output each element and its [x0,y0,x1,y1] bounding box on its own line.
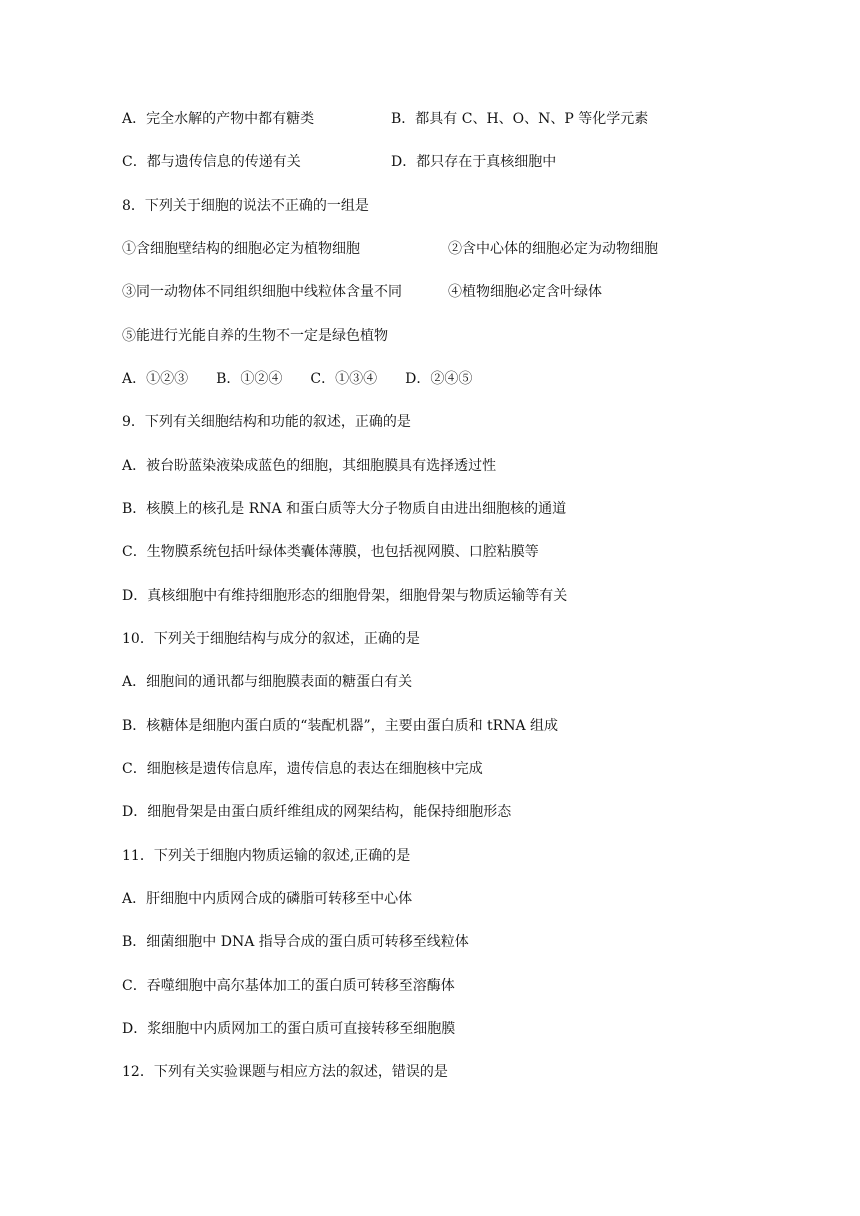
q11-option-d: D．浆细胞中内质网加工的蛋白质可直接转移至细胞膜 [122,1021,456,1037]
q10-option-a: A．细胞间的通讯都与细胞膜表面的糖蛋白有关 [122,674,413,690]
q10-option-c: C．细胞核是遗传信息库，遗传信息的表达在细胞核中完成 [122,761,483,777]
q7-option-d: D．都只存在于真核细胞中 [391,154,557,170]
q9-option-b: B．核膜上的核孔是 RNA 和蛋白质等大分子物质自由进出细胞核的通道 [122,501,567,517]
q10-option-d: D．细胞骨架是由蛋白质纤维组成的网架结构，能保持细胞形态 [122,804,512,820]
q11-option-c: C．吞噬细胞中高尔基体加工的蛋白质可转移至溶酶体 [122,978,455,994]
q8-statement-5: ⑤能进行光能自养的生物不一定是绿色植物 [122,328,388,344]
q9-option-c: C．生物膜系统包括叶绿体类囊体薄膜，也包括视网膜、口腔粘膜等 [122,544,539,560]
q8-statement-3: ③同一动物体不同组织细胞中线粒体含量不同 [122,284,402,300]
q8-stem: 8．下列关于细胞的说法不正确的一组是 [122,198,369,214]
q11-option-b: B．细菌细胞中 DNA 指导合成的蛋白质可转移至线粒体 [122,934,469,950]
q9-option-d: D．真核细胞中有维持细胞形态的细胞骨架，细胞骨架与物质运输等有关 [122,588,568,604]
q12-stem: 12．下列有关实验课题与相应方法的叙述，错误的是 [122,1064,448,1080]
q7-option-c: C．都与遗传信息的传递有关 [122,154,301,170]
q9-stem: 9．下列有关细胞结构和功能的叙述，正确的是 [122,414,411,430]
q10-stem: 10．下列关于细胞结构与成分的叙述，正确的是 [122,631,420,647]
q10-option-b: B．核糖体是细胞内蛋白质的“装配机器”，主要由蛋白质和 tRNA 组成 [122,718,559,734]
q7-option-b: B．都具有 C、H、O、N、P 等化学元素 [391,111,649,127]
q11-stem: 11．下列关于细胞内物质运输的叙述,正确的是 [122,848,411,864]
q8-statement-1: ①含细胞壁结构的细胞必定为植物细胞 [122,241,360,257]
q11-option-a: A．肝细胞中内质网合成的磷脂可转移至中心体 [122,891,413,907]
q8-statement-2: ②含中心体的细胞必定为动物细胞 [448,241,658,257]
q7-option-a: A．完全水解的产物中都有糖类 [122,111,315,127]
q8-statement-4: ④植物细胞必定含叶绿体 [448,284,602,300]
q9-option-a: A．被台盼蓝染液染成蓝色的细胞，其细胞膜具有选择透过性 [122,458,497,474]
q8-options: A．①②③ B．①②④ C．①③④ D．②④⑤ [122,371,473,387]
